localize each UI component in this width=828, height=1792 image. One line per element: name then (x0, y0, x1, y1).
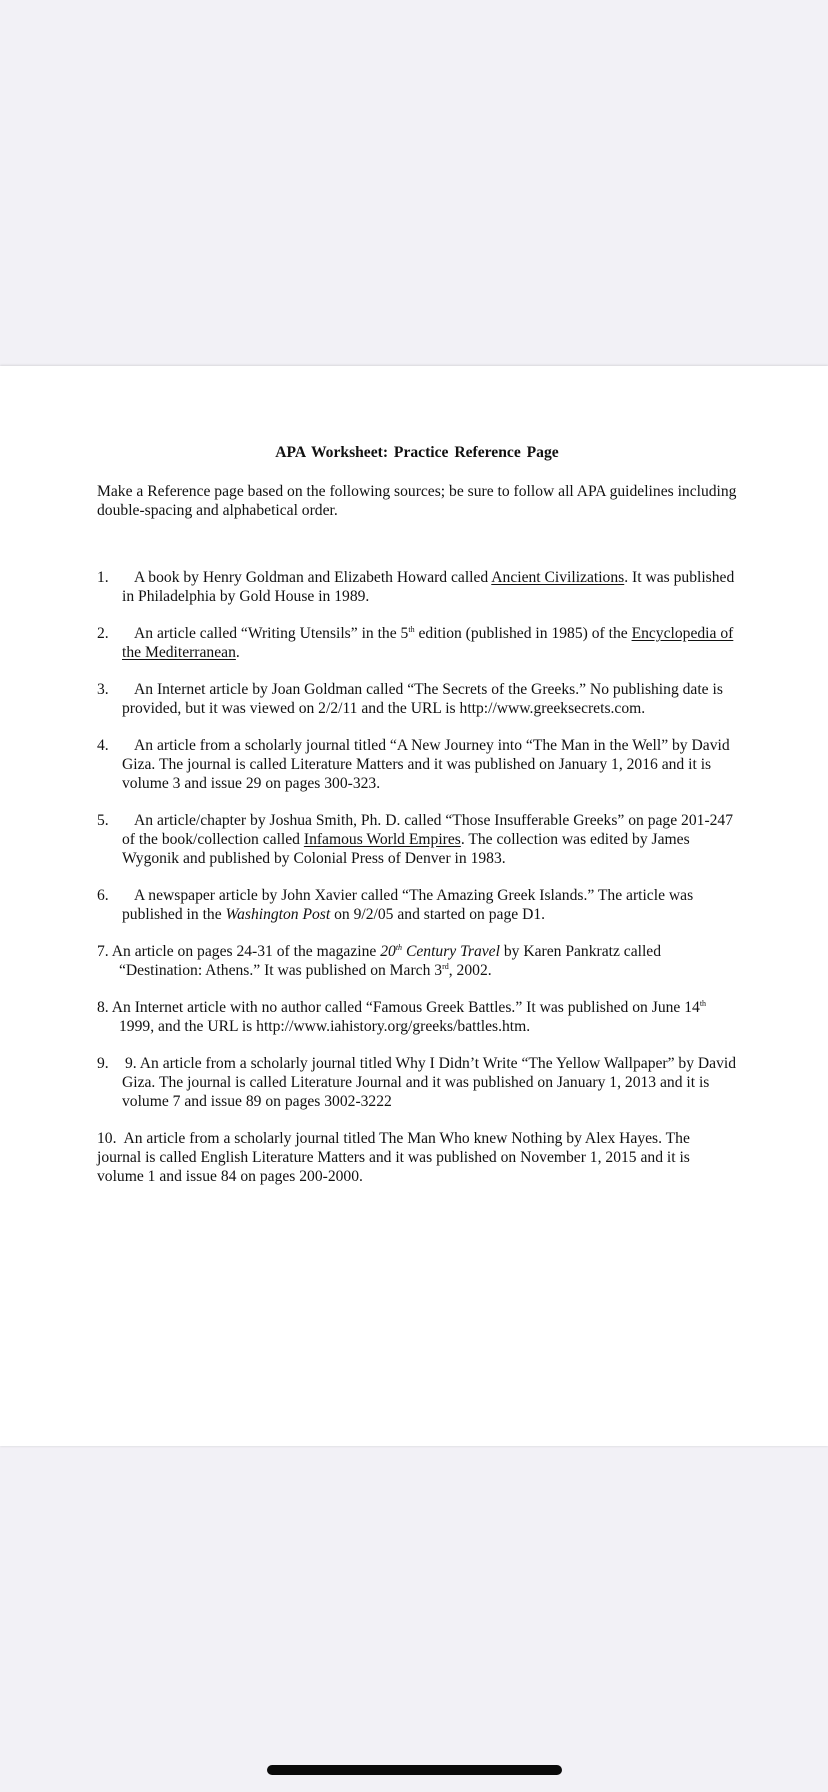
item-text: An article on pages 24-31 of the magazine (111, 943, 381, 960)
item-number: 7. (97, 943, 109, 960)
document-content (97, 443, 737, 1204)
item-text: , 2002. (448, 962, 492, 979)
list-item-8 (97, 998, 737, 1036)
superscript: th (395, 942, 403, 952)
superscript: th (408, 624, 415, 634)
list-item-2 (97, 624, 737, 662)
item-text: . The collection was edited by James Wygonik and published by Colonial Press of Denver in 1983. (122, 831, 690, 867)
document-page (0, 366, 828, 1446)
item-number: 6. (97, 887, 109, 904)
superscript: rd (442, 961, 449, 971)
item-text: A book by Henry Goldman and Elizabeth Howard called (134, 569, 492, 586)
item-number: 9. (97, 1055, 109, 1072)
item-collection-title: Infamous World Empires (303, 831, 461, 848)
item-magazine-title-part: 20 (380, 943, 396, 960)
item-text: An Internet article with no author called “Famous Greek Battles.” It was published on June 14 (111, 999, 700, 1016)
list-item-7 (97, 942, 737, 980)
item-encyclopedia-title: Encyclopedia of the Mediterranean (122, 625, 734, 661)
item-newspaper-title: Washington Post (225, 906, 331, 923)
item-number: 1. (97, 569, 109, 586)
item-text: 9. An article from a scholarly journal titled Why I Didn’t Write “The Yellow Wallpaper” by David Giza. The journal is called Literature Journal and it was published on January 1, 2013 and it is volume 7 and issue 89 on pages 3002-3222 (122, 1055, 737, 1110)
list-item-5 (97, 811, 737, 868)
item-magazine-title-part: Century Travel (402, 943, 500, 960)
item-book-title: Ancient Civilizations (491, 569, 625, 586)
list-item-9 (97, 1054, 737, 1111)
item-text: edition (published in 1985) of the (414, 625, 632, 642)
item-number: 3. (97, 681, 109, 698)
item-text: on 9/2/05 and started on page D1. (330, 906, 546, 923)
list-item-4 (97, 736, 737, 793)
list-item-3 (97, 680, 737, 718)
item-number: 2. (97, 625, 109, 642)
item-text: An article called “Writing Utensils” in the 5 (134, 625, 409, 642)
home-indicator[interactable] (267, 1765, 562, 1775)
list-item-10 (97, 1129, 737, 1186)
instructions: Make a Reference page based on the following sources; be sure to follow all APA guidelines including double-spacing and alphabetical order. (97, 483, 737, 519)
item-number: 4. (97, 737, 109, 754)
worksheet-title: APA Worksheet: Practice Reference Page (275, 444, 559, 461)
item-text: . It was published in Philadelphia by Gold House in 1989. (122, 569, 735, 605)
superscript: th (699, 998, 707, 1008)
item-text: 1999, and the URL is http://www.iahistory.org/greeks/battles.htm. (119, 1018, 531, 1035)
item-text: An article/chapter by Joshua Smith, Ph. D. called “Those Insufferable Greeks” on page 201-247 of the book/collection called (122, 812, 734, 848)
item-number: 10. (97, 1130, 117, 1147)
item-text: A newspaper article by John Xavier called “The Amazing Greek Islands.” The article was published in the (122, 887, 694, 923)
item-text: An article from a scholarly journal titled The Man Who knew Nothing by Alex Hayes. The journal is called English Literature Matters and it was published on November 1, 2015 and it is volume 1 and issue 84 on pages 200-2000. (97, 1130, 690, 1185)
item-text: . (235, 644, 240, 661)
list-item-1 (97, 568, 737, 606)
item-text: An Internet article by Joan Goldman called “The Secrets of the Greeks.” No publishing date is provided, but it was viewed on 2/2/11 and the URL is http://www.greeksecrets.com. (122, 681, 723, 717)
item-number: 5. (97, 812, 109, 829)
item-text: by Karen Pankratz called “Destination: Athens.” It was published on March 3 (119, 943, 661, 979)
item-text: An article from a scholarly journal titled “A New Journey into “The Man in the Well” by David Giza. The journal is called Literature Matters and it was published on January 1, 2016 and it is volume 3 and issue 29 on pages 300-323. (122, 737, 730, 792)
item-number: 8. (97, 999, 109, 1016)
list-item-6 (97, 886, 737, 924)
